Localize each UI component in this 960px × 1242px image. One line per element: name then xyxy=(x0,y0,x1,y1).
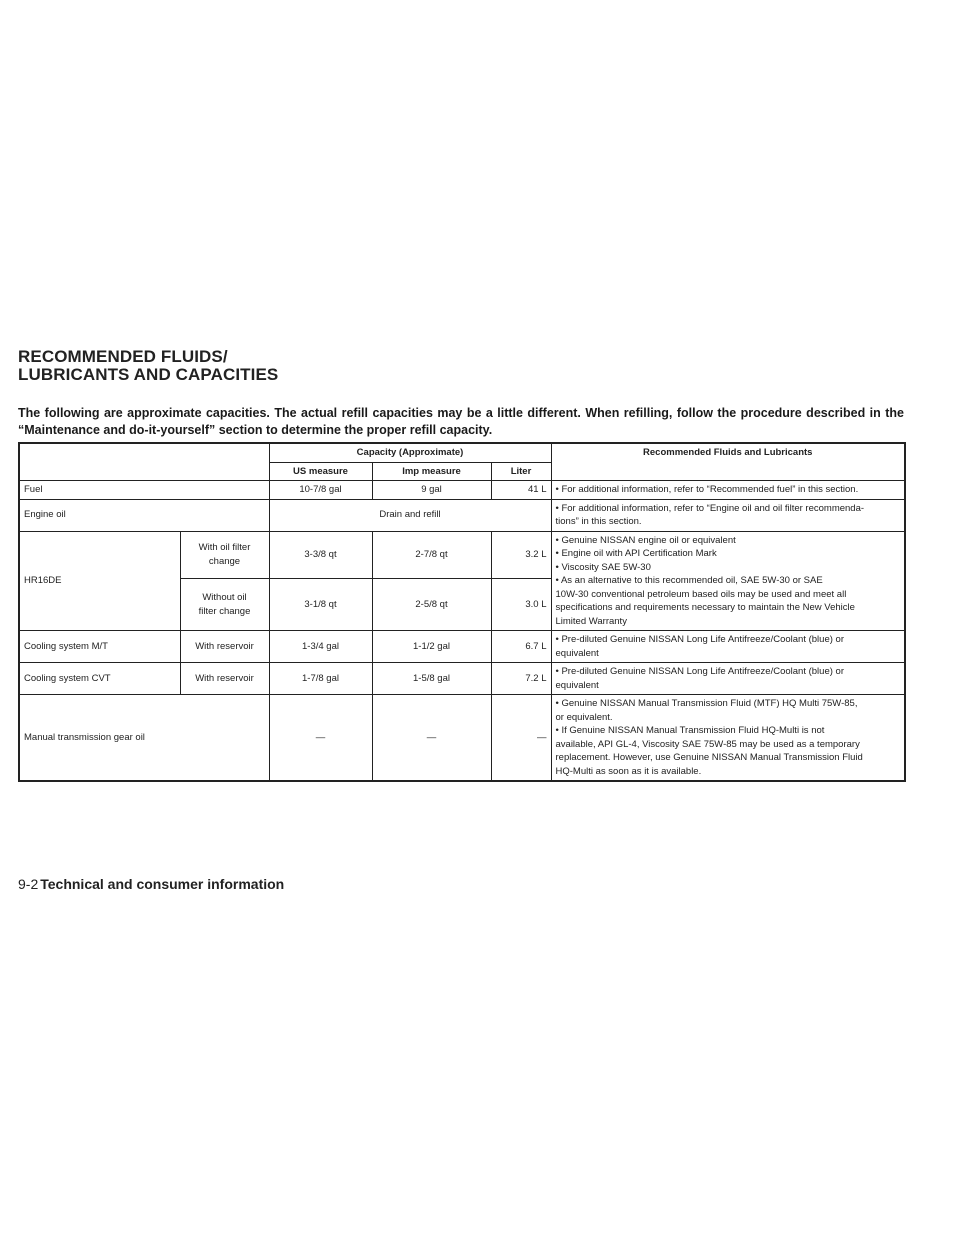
without-filter-imp: 2-5/8 qt xyxy=(372,579,491,631)
capacities-table xyxy=(18,442,906,782)
page-footer xyxy=(18,876,284,892)
header-empty-cell xyxy=(19,443,269,481)
row-cooling-cvt xyxy=(19,663,905,695)
manual-trans-imp: — xyxy=(372,695,491,782)
row-cooling-mt xyxy=(19,631,905,663)
row-engine-oil xyxy=(19,499,905,531)
intro-paragraph: The following are approximate capacities. The actual refill capacities may be a little different. When refilling, follow the procedure described in the “Maintenance and do-it-yourself” section to determine the proper refill capacity. xyxy=(18,406,904,437)
fluid-line: equivalent xyxy=(555,679,599,691)
label-line: Without oil xyxy=(202,592,247,604)
header-capacity: Capacity (Approximate) xyxy=(269,443,551,462)
manual-trans-liter: — xyxy=(491,695,551,782)
hr16de-label: HR16DE xyxy=(19,531,180,631)
fluid-line: • Engine oil with API Certification Mark xyxy=(555,548,717,559)
cooling-cvt-us: 1-7/8 gal xyxy=(269,663,372,695)
cooling-mt-sub: With reservoir xyxy=(180,631,269,663)
fluid-line: specifications and requirements necessary to maintain the New Vehicle xyxy=(555,602,855,613)
cooling-mt-imp: 1-1/2 gal xyxy=(372,631,491,663)
fuel-liter: 41 L xyxy=(491,481,551,500)
cooling-cvt-liter: 7.2 L xyxy=(491,663,551,695)
fuel-label: Fuel xyxy=(19,481,269,500)
fluid-line: • Genuine NISSAN Manual Transmission Fluid (MTF) HQ Multi 75W-85, xyxy=(555,698,858,709)
heading-line-1: RECOMMENDED FLUIDS/ xyxy=(18,347,228,366)
cooling-cvt-fluids xyxy=(551,663,905,695)
header-us: US measure xyxy=(269,462,372,481)
label-line: change xyxy=(208,555,241,567)
with-filter-liter: 3.2 L xyxy=(491,531,551,579)
hr16de-fluids xyxy=(551,531,905,631)
fluid-line: equivalent xyxy=(555,647,599,659)
engine-oil-capacity: Drain and refill xyxy=(269,499,551,531)
fluid-line: 10W-30 conventional petroleum based oils may be used and meet all xyxy=(555,588,847,600)
cooling-mt-liter: 6.7 L xyxy=(491,631,551,663)
header-imp: Imp measure xyxy=(372,462,491,481)
manual-trans-fluids xyxy=(551,695,905,782)
fuel-us: 10-7/8 gal xyxy=(269,481,372,500)
engine-oil-label: Engine oil xyxy=(19,499,269,531)
engine-oil-fluids xyxy=(551,499,905,531)
section-heading xyxy=(18,348,278,384)
without-filter-label xyxy=(180,579,269,631)
header-liter: Liter xyxy=(491,462,551,481)
with-filter-us: 3-3/8 qt xyxy=(269,531,372,579)
label-line: filter change xyxy=(198,605,251,617)
manual-trans-us: — xyxy=(269,695,372,782)
fuel-fluids xyxy=(551,481,905,500)
label-line: With oil filter xyxy=(198,542,251,554)
section-title: Technical and consumer information xyxy=(40,876,285,892)
fluid-line: • Pre-diluted Genuine NISSAN Long Life Antifreeze/Coolant (blue) or xyxy=(555,634,844,645)
fluid-line: tions” in this section. xyxy=(555,516,642,527)
fuel-imp: 9 gal xyxy=(372,481,491,500)
row-hr16de-with-filter xyxy=(19,531,905,579)
cooling-mt-us: 1-3/4 gal xyxy=(269,631,372,663)
fluid-line: • For additional information, refer to “Recommended fuel” in this section. xyxy=(555,484,859,495)
cooling-cvt-sub: With reservoir xyxy=(180,663,269,695)
fluid-line: • Viscosity SAE 5W-30 xyxy=(555,561,651,573)
fluid-line: replacement. However, use Genuine NISSAN Manual Transmission Fluid xyxy=(555,752,863,763)
header-recommended: Recommended Fluids and Lubricants xyxy=(551,443,905,481)
fluid-line: or equivalent. xyxy=(555,711,613,723)
fluid-line: • Genuine NISSAN engine oil or equivalent xyxy=(555,534,736,546)
cooling-mt-fluids xyxy=(551,631,905,663)
fluid-line: • For additional information, refer to “Engine oil and oil filter recommenda- xyxy=(555,502,865,514)
fluid-line: • Pre-diluted Genuine NISSAN Long Life Antifreeze/Coolant (blue) or xyxy=(555,666,844,677)
fluid-line: Limited Warranty xyxy=(555,615,627,627)
header-row-1 xyxy=(19,443,905,462)
without-filter-liter: 3.0 L xyxy=(491,579,551,631)
row-fuel xyxy=(19,481,905,500)
cooling-cvt-label: Cooling system CVT xyxy=(19,663,180,695)
fluid-line: • If Genuine NISSAN Manual Transmission Fluid HQ-Multi is not xyxy=(555,725,825,736)
fluid-line: available, API GL-4, Viscosity SAE 75W-85 may be used as a temporary xyxy=(555,738,860,750)
page-number: 9-2 xyxy=(18,876,39,892)
cooling-cvt-imp: 1-5/8 gal xyxy=(372,663,491,695)
without-filter-us: 3-1/8 qt xyxy=(269,579,372,631)
with-filter-label xyxy=(180,531,269,579)
heading-line-2: LUBRICANTS AND CAPACITIES xyxy=(18,365,279,384)
cooling-mt-label: Cooling system M/T xyxy=(19,631,180,663)
fluid-line: • As an alternative to this recommended oil, SAE 5W-30 or SAE xyxy=(555,575,823,586)
row-manual-transmission xyxy=(19,695,905,782)
with-filter-imp: 2-7/8 qt xyxy=(372,531,491,579)
manual-trans-label: Manual transmission gear oil xyxy=(19,695,269,782)
fluid-line: HQ-Multi as soon as it is available. xyxy=(555,765,702,777)
